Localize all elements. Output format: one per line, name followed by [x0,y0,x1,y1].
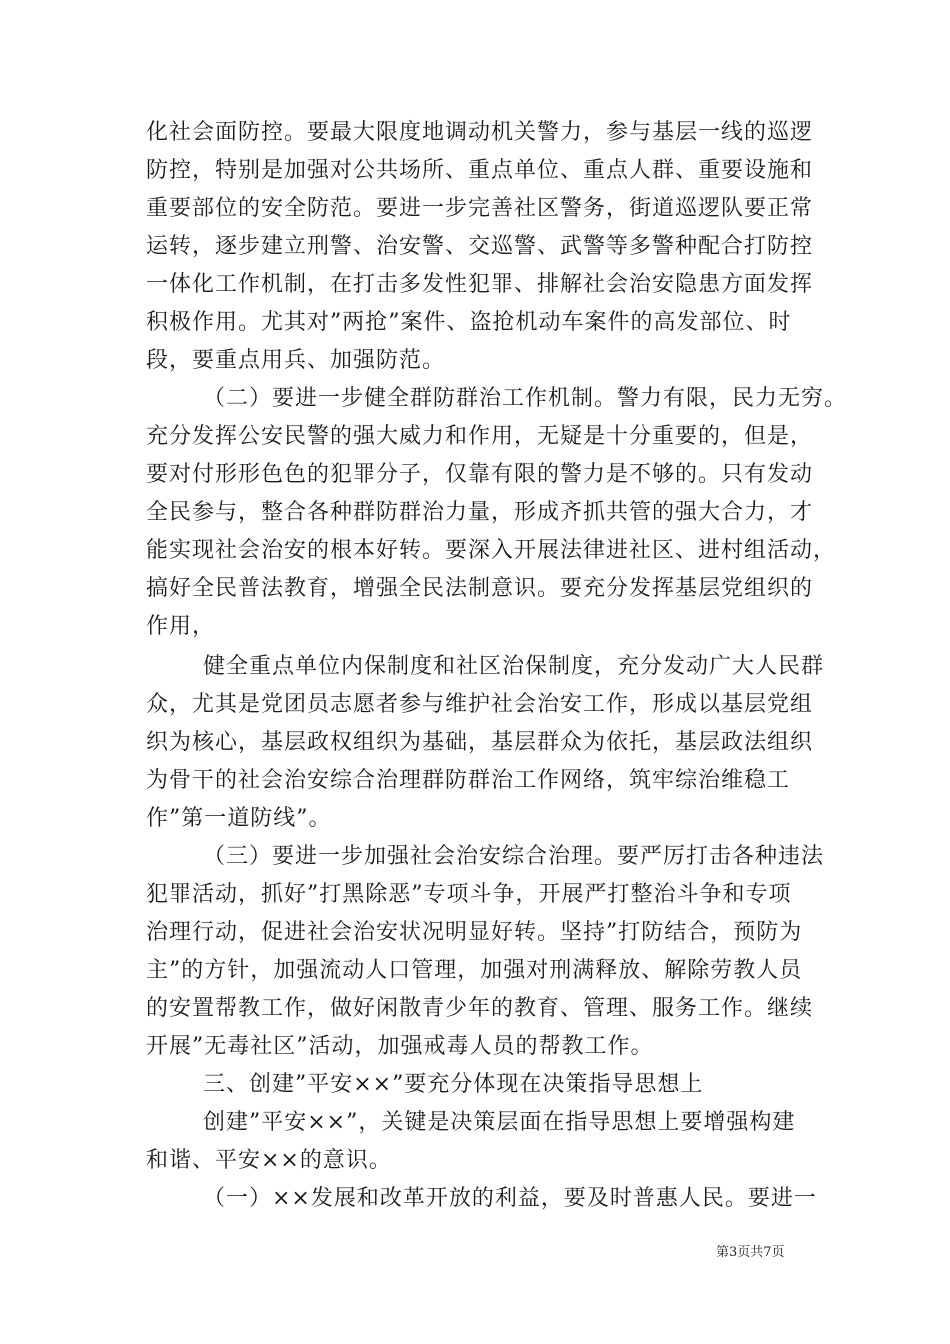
text-line: 织为核心，基层政权组织为基础，基层群众为依托，基层政法组织 [146,730,814,755]
section-heading: （一）××发展和改革开放的利益，要及时普惠人民。要进一 [203,1186,817,1211]
text-line: 健全重点单位内保制度和社区治保制度，充分发动广大人民群 [203,654,825,679]
text-line: 的安置帮教工作，做好闲散青少年的教育、管理、服务工作。继续 [146,996,814,1021]
text-line: 能实现社会治安的根本好转。要深入开展法律进社区、进村组活动， [146,538,837,563]
section-heading: （二）要进一步健全群防群治工作机制。警力有限，民力无穷。 [203,386,848,411]
text-line: 搞好全民普法教育，增强全民法制意识。要充分发挥基层党组织的 [146,576,814,601]
text-line: 作”第一道防线”。 [146,806,332,831]
text-line: 为骨干的社会治安综合治理群防群治工作网络，筑牢综治维稳工 [146,768,791,793]
text-line: 运转，逐步建立刑警、治安警、交巡警、武警等多警种配合打防控 [146,234,814,259]
text-line: 要对付形形色色的犯罪分子，仅靠有限的警力是不够的。只有发动 [146,462,814,487]
text-line: 积极作用。尤其对”两抢”案件、盗抢机动车案件的高发部位、时 [146,310,792,335]
text-line: 创建”平安××”，关键是决策层面在指导思想上要增强构建 [203,1110,796,1135]
text-line: 段，要重点用兵、加强防范。 [146,348,446,373]
text-line: 主”的方针，加强流动人口管理，加强对刑满释放、解除劳教人员 [146,958,803,983]
text-line: 充分发挥公安民警的强大威力和作用，无疑是十分重要的，但是， [146,424,814,449]
text-line: 和谐、平安××的意识。 [146,1148,392,1173]
chapter-heading: 三、创建”平安××”要充分体现在决策指导思想上 [203,1072,704,1097]
text-line: 化社会面防控。要最大限度地调动机关警力，参与基层一线的巡逻 [146,120,814,145]
text-line: 犯罪活动，抓好”打黑除恶”专项斗争，开展严打整治斗争和专项 [146,882,792,907]
section-heading: （三）要进一步加强社会治安综合治理。要严厉打击各种违法 [203,844,825,869]
text-line: 开展”无毒社区”活动，加强戒毒人员的帮教工作。 [146,1034,654,1059]
text-line: 重要部位的安全防范。要进一步完善社区警务，街道巡逻队要正常 [146,196,814,221]
text-line: 众，尤其是党团员志愿者参与维护社会治安工作，形成以基层党组 [146,692,814,717]
page-number: 第3页共7页 [716,1245,785,1260]
text-line: 一体化工作机制，在打击多发性犯罪、排解社会治安隐患方面发挥 [146,272,814,297]
text-line: 治理行动，促进社会治安状况明显好转。坚持”打防结合，预防为 [146,920,803,945]
text-line: 作用， [146,614,216,639]
text-line: 防控，特别是加强对公共场所、重点单位、重点人群、重要设施和 [146,158,814,183]
text-line: 全民参与，整合各种群防群治力量，形成齐抓共管的强大合力，才 [146,500,814,525]
